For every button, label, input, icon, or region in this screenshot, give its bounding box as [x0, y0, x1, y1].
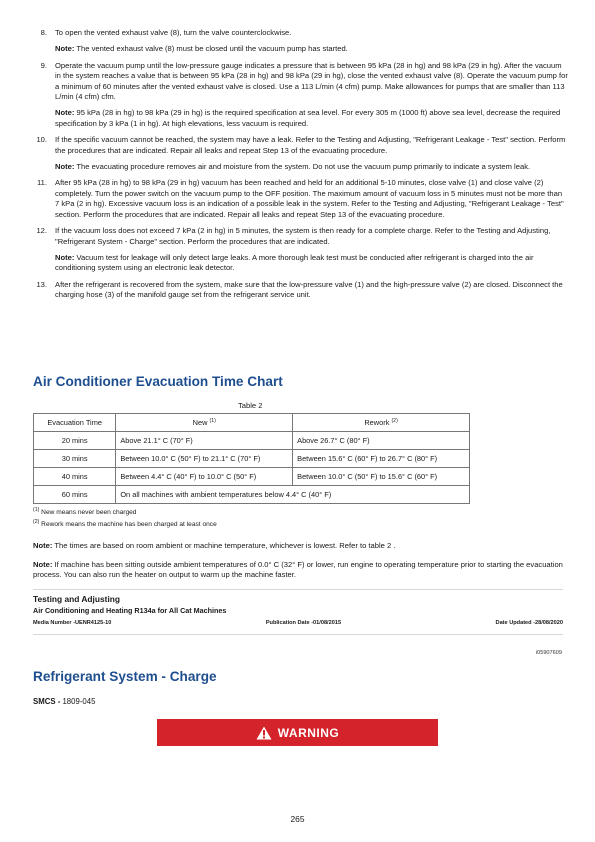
warning-triangle-icon — [256, 726, 272, 740]
smcs-value: 1809-045 — [62, 697, 96, 706]
table-footnote-2 — [33, 519, 217, 528]
date-updated: Date Updated -28/08/2020 — [495, 620, 563, 626]
step-text — [55, 226, 568, 247]
step-number: 9. — [40, 60, 47, 70]
step-body — [55, 280, 568, 301]
note-label: Note: — [33, 541, 53, 550]
procedure-step — [33, 61, 568, 129]
warning-banner — [157, 719, 438, 746]
column-header-label: New — [192, 418, 210, 427]
step-number: 13. — [36, 279, 47, 289]
step-note — [55, 44, 568, 54]
image-id: i05907609 — [535, 650, 562, 656]
evacuation-time-cell: 20 mins — [34, 432, 116, 450]
paragraph-text: 95 kPa (28 in hg) to 98 kPa (29 in hg) is the required specification at sea level. For every 305 m (1000 ft) above sea level, decrease the required specification by 3 kPa (1 in hg). At high elevations, less vacuum is required. — [55, 108, 561, 128]
temperature-cell: Between 10.0° C (50° F) to 21.1° C (70° F) — [116, 450, 293, 468]
column-header-label: Evacuation Time — [47, 418, 102, 427]
step-note — [55, 108, 568, 129]
footnote-text: Rework means the machine has been charged at least once — [39, 521, 217, 528]
table-footnote-1 — [33, 507, 136, 516]
paragraph-text: The vented exhaust valve (8) must be closed until the vacuum pump has started. — [74, 44, 348, 54]
step-body — [55, 61, 568, 129]
footnote-mark: (2) — [33, 519, 40, 525]
step-text — [55, 28, 568, 38]
page-number: 265 — [290, 814, 305, 824]
paragraph-text: Operate the vacuum pump until the low-pressure gauge indicates a pressure that is between 95 kPa (28 in hg) and 98 kPa (29 in hg). After the vacuum in the system reaches a value that is between 95 kPa (28 in hg) and 98 kPa (29 in hg), close the vented exhaust valve (8). Operate the vacuum pump for a minimum of 60 minutes after the vented exhaust valve is closed. Use a 113 L/min (4 cfm) pump. Make allowances for pumps that are smaller than 113 L/min (4 cfm) cfm. — [55, 60, 568, 102]
paragraph-text: After the refrigerant is recovered from the system, make sure that the low-pressure valve (1) and the high-pressure valve (2) are closed. Disconnect the charging hose (3) of the manifold gauge set from the refrigerant service unit. — [55, 279, 563, 300]
procedure-step — [33, 178, 568, 220]
temperature-cell: Above 26.7° C (80° F) — [293, 432, 470, 450]
procedure-step — [33, 28, 568, 55]
note-text: If machine has been sitting outside ambient temperatures of 0.0° C (32° F) or lower, run engine to operating temperature prior to starting the evacuation process. You can also run the heater on output to warm up the machine faster. — [33, 560, 563, 580]
note-label: Note: — [55, 108, 75, 118]
smcs-code — [33, 697, 95, 706]
temperature-cell: Between 10.0° C (50° F) to 15.6° C (60° F) — [293, 468, 470, 486]
evacuation-time-table — [33, 413, 470, 504]
paragraph-text: If the vacuum loss does not exceed 7 kPa (2 in hg) in 5 minutes, the system is then ready for a complete charge. Refer to the Testing and Adjusting, "Refrigerant System - Charge" section. Perform the procedures that are indicated. — [55, 226, 551, 246]
paragraph-text: After 95 kPa (28 in hg) to 98 kPa (29 in hg) vacuum has been reached and held for an additional 5-10 minutes, close valve (1) and close valve (2) completely. Turn the power switch on the vacuum pump to the OFF position. The maximum amount of vacuum loss in 5 minutes must not be more than 7 kPa (2 in hg). Excessive vacuum loss is an indication of a possible leak in the system. Refer to the Testing and Adjusting, "Refrigerant Leakage - Test" section. Perform the procedures that are indicated. Repair all leaks and repeat Step 13 of the evacuating procedure. — [55, 178, 564, 219]
table-header-row — [34, 414, 470, 432]
table-row — [34, 432, 470, 450]
evacuation-time-cell: 40 mins — [34, 468, 116, 486]
document-metadata-row — [33, 620, 563, 626]
table-row — [34, 450, 470, 468]
paragraph-text: To open the vented exhaust valve (8), turn the valve counterclockwise. — [55, 28, 292, 37]
section-title-evacuation-chart: Air Conditioner Evacuation Time Chart — [33, 374, 283, 389]
table-row — [34, 468, 470, 486]
note-label: Note: — [55, 252, 75, 262]
procedure-steps — [33, 28, 568, 307]
column-header — [293, 414, 470, 432]
evacuation-time-cell: 60 mins — [34, 486, 116, 504]
step-text — [55, 280, 568, 301]
temperature-cell: Between 4.4° C (40° F) to 10.0° C (50° F) — [116, 468, 293, 486]
procedure-step — [33, 226, 568, 274]
evacuation-time-cell: 30 mins — [34, 450, 116, 468]
warning-label: WARNING — [277, 725, 340, 740]
paragraph-text: The evacuating procedure removes air and moisture from the system. Do not use the vacuum pump primarily to indicate a system leak. — [74, 162, 531, 172]
temperature-cell: On all machines with ambient temperatures below 4.4° C (40° F) — [116, 486, 470, 504]
procedure-step — [33, 280, 568, 301]
step-number: 12. — [36, 226, 47, 236]
step-body — [55, 178, 568, 220]
note-label: Note: — [55, 44, 75, 54]
note-paragraph — [33, 560, 568, 581]
step-text — [55, 178, 568, 220]
step-text — [55, 135, 568, 156]
note-label: Note: — [55, 162, 75, 172]
publication-date: Publication Date -01/08/2015 — [265, 620, 342, 626]
procedure-step — [33, 135, 568, 172]
divider — [33, 589, 563, 590]
paragraph-text: If the specific vacuum cannot be reached, the system may have a leak. Refer to the Testing and Adjusting, "Refrigerant Leakage - Test" section. Perform the procedures that are indicated. Repair all leaks and repeat Step 13 of the evacuating procedure. — [55, 135, 566, 155]
section-title-refrigerant-charge: Refrigerant System - Charge — [33, 669, 217, 684]
footnote-ref: (1) — [209, 418, 216, 424]
footnote-mark: (1) — [33, 507, 40, 513]
note-text: The times are based on room ambient or machine temperature, whichever is lowest. Refer to table 2 . — [52, 541, 396, 550]
note-label: Note: — [33, 560, 53, 569]
column-header — [34, 414, 116, 432]
temperature-cell: Above 21.1° C (70° F) — [116, 432, 293, 450]
column-header-label: Rework — [364, 418, 392, 427]
step-body — [55, 226, 568, 274]
paragraph-text: Vacuum test for leakage will only detect large leaks. A more thorough leak test must be conducted after refrigerant is charged into the air conditioning system using an electronic leak detector. — [55, 252, 534, 273]
table-row — [34, 486, 470, 504]
step-note — [55, 253, 568, 274]
table-caption: Table 2 — [238, 401, 263, 410]
temperature-cell: Between 15.6° C (60° F) to 26.7° C (80° F) — [293, 450, 470, 468]
footnote-ref: (2) — [391, 418, 398, 424]
media-number: Media Number -UENR4125-10 — [33, 620, 112, 626]
step-body — [55, 28, 568, 55]
step-body — [55, 135, 568, 172]
document-category: Testing and Adjusting — [33, 594, 120, 604]
divider — [33, 634, 563, 635]
document-subtitle: Air Conditioning and Heating R134a for All Cat Machines — [33, 606, 227, 615]
step-note — [55, 162, 568, 172]
footnote-text: New means never been charged — [39, 509, 137, 516]
column-header — [116, 414, 293, 432]
step-number: 8. — [40, 28, 47, 37]
step-text — [55, 61, 568, 103]
step-number: 10. — [36, 135, 47, 145]
step-number: 11. — [37, 178, 47, 188]
smcs-label: SMCS - — [33, 697, 63, 706]
note-paragraph — [33, 541, 568, 551]
